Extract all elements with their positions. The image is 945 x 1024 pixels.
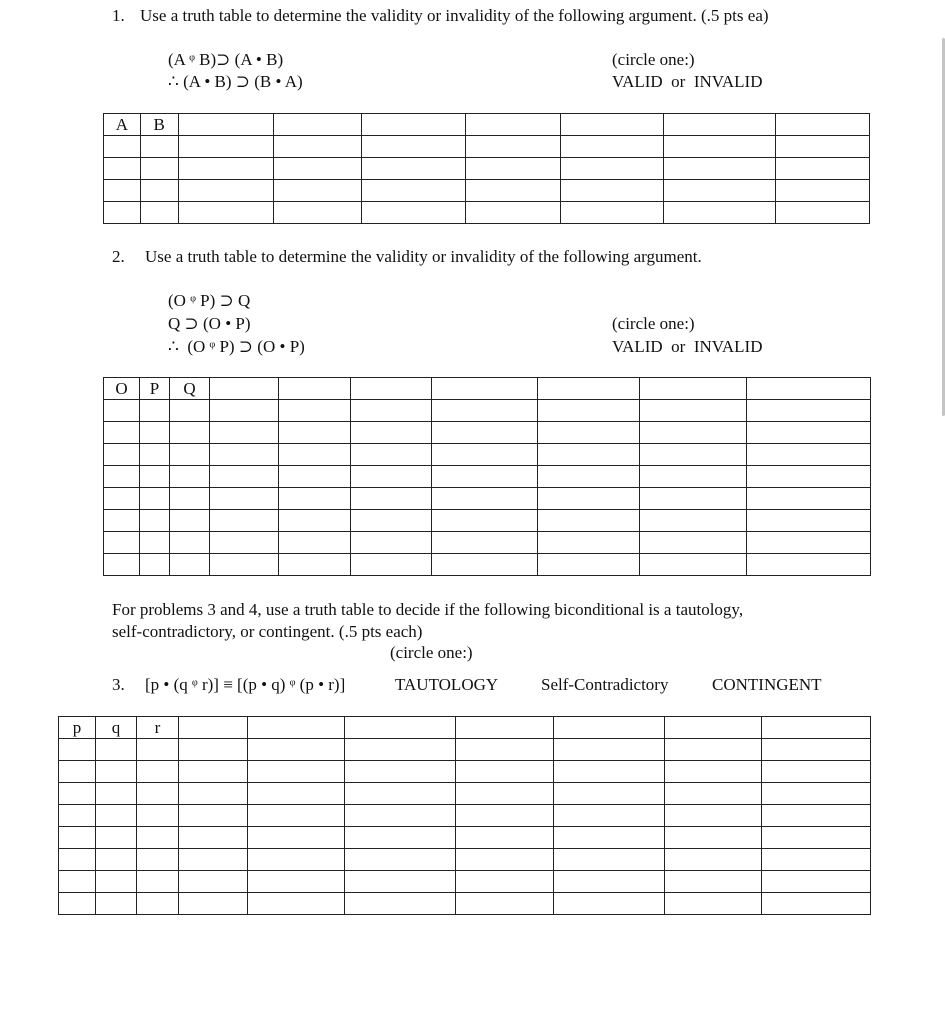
answer-cell[interactable]: [210, 444, 279, 466]
answer-cell[interactable]: [432, 466, 538, 488]
answer-cell[interactable]: [96, 739, 137, 761]
answer-cell[interactable]: [665, 849, 762, 871]
answer-cell[interactable]: [104, 422, 140, 444]
answer-cell[interactable]: [351, 488, 432, 510]
answer-cell[interactable]: [170, 466, 210, 488]
header-cell[interactable]: [775, 114, 869, 136]
answer-cell[interactable]: [104, 510, 140, 532]
answer-cell[interactable]: [561, 136, 664, 158]
answer-cell[interactable]: [179, 783, 248, 805]
instructions-line-2: self-contradictory, or contingent. (.5 pts each): [112, 622, 423, 641]
answer-cell[interactable]: [104, 202, 141, 224]
header-cell: q: [96, 717, 137, 739]
answer-cell[interactable]: [345, 871, 456, 893]
answer-cell[interactable]: [96, 805, 137, 827]
answer-cell[interactable]: [465, 136, 560, 158]
answer-cell[interactable]: [279, 488, 351, 510]
header-cell[interactable]: [362, 114, 465, 136]
problem-1-conclusion: ∴ (A • B) ⊃ (B • A): [168, 72, 303, 91]
answer-cell[interactable]: [362, 202, 465, 224]
answer-cell[interactable]: [554, 761, 665, 783]
answer-cell[interactable]: [279, 400, 351, 422]
answer-cell[interactable]: [762, 893, 871, 915]
problem-2-truth-table: [103, 377, 871, 576]
answer-cell[interactable]: [178, 136, 273, 158]
table-row: [104, 488, 871, 510]
table-row: [59, 893, 871, 915]
answer-cell[interactable]: [104, 400, 140, 422]
answer-cell[interactable]: [554, 893, 665, 915]
answer-cell[interactable]: [279, 532, 351, 554]
answer-cell[interactable]: [248, 871, 345, 893]
answer-cell[interactable]: [351, 422, 432, 444]
answer-cell[interactable]: [210, 532, 279, 554]
answer-cell[interactable]: [465, 202, 560, 224]
header-cell[interactable]: [747, 378, 871, 400]
table-row: [59, 761, 871, 783]
header-cell[interactable]: [640, 378, 747, 400]
answer-cell[interactable]: [279, 466, 351, 488]
answer-cell[interactable]: [538, 422, 640, 444]
header-cell[interactable]: [345, 717, 456, 739]
answer-cell[interactable]: [747, 532, 871, 554]
answer-cell[interactable]: [170, 554, 210, 576]
answer-cell[interactable]: [104, 488, 140, 510]
answer-cell[interactable]: [456, 827, 554, 849]
table-row: [59, 827, 871, 849]
header-cell[interactable]: [561, 114, 664, 136]
answer-cell[interactable]: [747, 444, 871, 466]
problem-3-circle-label: (circle one:): [390, 643, 473, 662]
answer-cell[interactable]: [273, 180, 361, 202]
table-row: [104, 422, 871, 444]
answer-cell[interactable]: [104, 136, 141, 158]
answer-cell[interactable]: [432, 444, 538, 466]
problem-3-expression: [p • (q ᵠ r)] ≡ [(p • q) ᵠ (p • r)]: [145, 675, 346, 694]
problem-1-number: 1.: [112, 6, 125, 25]
answer-cell[interactable]: [664, 136, 775, 158]
answer-cell[interactable]: [210, 510, 279, 532]
answer-cell[interactable]: [140, 466, 170, 488]
table-row: [104, 554, 871, 576]
table-row: [104, 158, 870, 180]
answer-cell[interactable]: [179, 827, 248, 849]
answer-cell[interactable]: [465, 158, 560, 180]
answer-cell[interactable]: [775, 202, 869, 224]
answer-cell[interactable]: [59, 893, 96, 915]
problem-2-premise-2: Q ⊃ (O • P): [168, 314, 251, 333]
answer-cell[interactable]: [179, 805, 248, 827]
answer-cell[interactable]: [640, 510, 747, 532]
table-row: [104, 532, 871, 554]
header-cell: O: [104, 378, 140, 400]
answer-cell[interactable]: [775, 136, 869, 158]
answer-cell[interactable]: [456, 783, 554, 805]
answer-cell[interactable]: [554, 805, 665, 827]
problem-2-circle-label: (circle one:): [612, 314, 695, 333]
answer-cell[interactable]: [538, 444, 640, 466]
answer-cell[interactable]: [762, 871, 871, 893]
problem-1-valid-invalid-choice[interactable]: VALID or INVALID: [612, 72, 763, 91]
answer-cell[interactable]: [96, 871, 137, 893]
answer-cell[interactable]: [96, 893, 137, 915]
answer-cell[interactable]: [538, 400, 640, 422]
header-cell[interactable]: [179, 717, 248, 739]
answer-cell[interactable]: [640, 444, 747, 466]
option-contingent[interactable]: CONTINGENT: [712, 675, 822, 694]
answer-cell[interactable]: [345, 827, 456, 849]
answer-cell[interactable]: [248, 827, 345, 849]
answer-cell[interactable]: [762, 739, 871, 761]
answer-cell[interactable]: [59, 761, 96, 783]
table-row: [104, 444, 871, 466]
table-row: [104, 466, 871, 488]
answer-cell[interactable]: [210, 488, 279, 510]
answer-cell[interactable]: [137, 849, 179, 871]
answer-cell[interactable]: [179, 871, 248, 893]
answer-cell[interactable]: [432, 554, 538, 576]
header-cell[interactable]: [554, 717, 665, 739]
answer-cell[interactable]: [179, 739, 248, 761]
answer-cell[interactable]: [345, 739, 456, 761]
answer-cell[interactable]: [170, 400, 210, 422]
table-row: [59, 739, 871, 761]
answer-cell[interactable]: [775, 158, 869, 180]
answer-cell[interactable]: [178, 202, 273, 224]
answer-cell[interactable]: [538, 532, 640, 554]
problem-1-truth-table: [103, 113, 870, 224]
answer-cell[interactable]: [279, 510, 351, 532]
answer-cell[interactable]: [432, 532, 538, 554]
header-cell[interactable]: [273, 114, 361, 136]
table-header-row: [104, 114, 870, 136]
answer-cell[interactable]: [351, 554, 432, 576]
answer-cell[interactable]: [747, 422, 871, 444]
header-cell[interactable]: [178, 114, 273, 136]
answer-cell[interactable]: [59, 783, 96, 805]
answer-cell[interactable]: [747, 400, 871, 422]
answer-cell[interactable]: [747, 510, 871, 532]
answer-cell[interactable]: [59, 739, 96, 761]
table-header-row: [104, 378, 871, 400]
answer-cell[interactable]: [96, 783, 137, 805]
answer-cell[interactable]: [137, 805, 179, 827]
answer-cell[interactable]: [140, 202, 178, 224]
answer-cell[interactable]: [762, 805, 871, 827]
answer-cell[interactable]: [351, 532, 432, 554]
header-cell: A: [104, 114, 141, 136]
answer-cell[interactable]: [762, 761, 871, 783]
answer-cell[interactable]: [747, 554, 871, 576]
header-cell[interactable]: [762, 717, 871, 739]
answer-cell[interactable]: [432, 422, 538, 444]
answer-cell[interactable]: [640, 532, 747, 554]
table-row: [104, 136, 870, 158]
answer-cell[interactable]: [140, 488, 170, 510]
problem-3-number: 3.: [112, 675, 125, 694]
answer-cell[interactable]: [554, 827, 665, 849]
answer-cell[interactable]: [665, 893, 762, 915]
header-cell[interactable]: [279, 378, 351, 400]
answer-cell[interactable]: [456, 739, 554, 761]
answer-cell[interactable]: [170, 444, 210, 466]
answer-cell[interactable]: [137, 893, 179, 915]
answer-cell[interactable]: [456, 893, 554, 915]
answer-cell[interactable]: [351, 444, 432, 466]
answer-cell[interactable]: [137, 739, 179, 761]
answer-cell[interactable]: [170, 488, 210, 510]
answer-cell[interactable]: [362, 158, 465, 180]
answer-cell[interactable]: [178, 158, 273, 180]
answer-cell[interactable]: [664, 180, 775, 202]
problem-2-prompt: Use a truth table to determine the validity or invalidity of the following argument.: [145, 247, 702, 266]
header-cell: r: [137, 717, 179, 739]
answer-cell[interactable]: [362, 180, 465, 202]
answer-cell[interactable]: [456, 761, 554, 783]
answer-cell[interactable]: [665, 827, 762, 849]
answer-cell[interactable]: [351, 510, 432, 532]
answer-cell[interactable]: [248, 761, 345, 783]
answer-cell[interactable]: [432, 510, 538, 532]
table-row: [59, 871, 871, 893]
answer-cell[interactable]: [248, 893, 345, 915]
answer-cell[interactable]: [59, 849, 96, 871]
header-cell[interactable]: [664, 114, 775, 136]
answer-cell[interactable]: [664, 158, 775, 180]
table-row: [104, 400, 871, 422]
table-row: [104, 202, 870, 224]
answer-cell[interactable]: [345, 849, 456, 871]
problem-2-premise-1: (O ᵠ P) ⊃ Q: [168, 291, 251, 310]
answer-cell[interactable]: [538, 466, 640, 488]
answer-cell[interactable]: [345, 761, 456, 783]
answer-cell[interactable]: [554, 849, 665, 871]
answer-cell[interactable]: [248, 783, 345, 805]
option-tautology[interactable]: TAUTOLOGY: [395, 675, 499, 694]
header-cell: p: [59, 717, 96, 739]
answer-cell[interactable]: [665, 761, 762, 783]
answer-cell[interactable]: [279, 554, 351, 576]
answer-cell[interactable]: [432, 488, 538, 510]
answer-cell[interactable]: [762, 849, 871, 871]
problem-1-premise: (A ᵠ B)⊃ (A • B): [168, 50, 284, 69]
answer-cell[interactable]: [170, 422, 210, 444]
answer-cell[interactable]: [279, 444, 351, 466]
answer-cell[interactable]: [59, 827, 96, 849]
answer-cell[interactable]: [665, 739, 762, 761]
answer-cell[interactable]: [640, 466, 747, 488]
answer-cell[interactable]: [104, 158, 141, 180]
answer-cell[interactable]: [351, 466, 432, 488]
answer-cell[interactable]: [210, 554, 279, 576]
header-cell[interactable]: [351, 378, 432, 400]
answer-cell[interactable]: [248, 805, 345, 827]
header-cell[interactable]: [465, 114, 560, 136]
answer-cell[interactable]: [279, 422, 351, 444]
table-row: [59, 849, 871, 871]
table-row: [104, 510, 871, 532]
answer-cell[interactable]: [140, 422, 170, 444]
answer-cell[interactable]: [104, 444, 140, 466]
answer-cell[interactable]: [179, 761, 248, 783]
table-row: [104, 180, 870, 202]
instructions-line-1: For problems 3 and 4, use a truth table to decide if the following biconditional is a tautology,: [112, 600, 744, 619]
answer-cell[interactable]: [137, 761, 179, 783]
answer-cell[interactable]: [140, 554, 170, 576]
answer-cell[interactable]: [640, 422, 747, 444]
answer-cell[interactable]: [59, 871, 96, 893]
answer-cell[interactable]: [96, 849, 137, 871]
answer-cell[interactable]: [362, 136, 465, 158]
answer-cell[interactable]: [248, 849, 345, 871]
answer-cell[interactable]: [140, 510, 170, 532]
answer-cell[interactable]: [179, 849, 248, 871]
answer-cell[interactable]: [538, 510, 640, 532]
answer-cell[interactable]: [456, 805, 554, 827]
answer-cell[interactable]: [210, 422, 279, 444]
header-cell: P: [140, 378, 170, 400]
answer-cell[interactable]: [747, 488, 871, 510]
table-header-row: [59, 717, 871, 739]
answer-cell[interactable]: [140, 400, 170, 422]
header-cell[interactable]: [538, 378, 640, 400]
answer-cell[interactable]: [456, 871, 554, 893]
problem-1-prompt: Use a truth table to determine the validity or invalidity of the following argument. (.5 pts ea): [140, 6, 769, 25]
answer-cell[interactable]: [554, 739, 665, 761]
table-row: [59, 783, 871, 805]
answer-cell[interactable]: [104, 532, 140, 554]
problem-1-circle-label: (circle one:): [612, 50, 695, 69]
answer-cell[interactable]: [210, 400, 279, 422]
answer-cell[interactable]: [170, 510, 210, 532]
header-cell[interactable]: [456, 717, 554, 739]
answer-cell[interactable]: [179, 893, 248, 915]
answer-cell[interactable]: [538, 488, 640, 510]
header-cell[interactable]: [248, 717, 345, 739]
header-cell: Q: [170, 378, 210, 400]
answer-cell[interactable]: [59, 805, 96, 827]
answer-cell[interactable]: [640, 554, 747, 576]
answer-cell[interactable]: [561, 180, 664, 202]
answer-cell[interactable]: [273, 158, 361, 180]
answer-cell[interactable]: [747, 466, 871, 488]
answer-cell[interactable]: [137, 871, 179, 893]
answer-cell[interactable]: [762, 783, 871, 805]
answer-cell[interactable]: [104, 554, 140, 576]
answer-cell[interactable]: [664, 202, 775, 224]
answer-cell[interactable]: [554, 783, 665, 805]
problem-2-number: 2.: [112, 247, 125, 266]
table-row: [59, 805, 871, 827]
answer-cell[interactable]: [456, 849, 554, 871]
answer-cell[interactable]: [104, 466, 140, 488]
answer-cell[interactable]: [140, 444, 170, 466]
answer-cell[interactable]: [561, 158, 664, 180]
answer-cell[interactable]: [351, 400, 432, 422]
answer-cell[interactable]: [554, 871, 665, 893]
answer-cell[interactable]: [210, 466, 279, 488]
header-cell[interactable]: [665, 717, 762, 739]
answer-cell[interactable]: [762, 827, 871, 849]
answer-cell[interactable]: [104, 180, 141, 202]
answer-cell[interactable]: [561, 202, 664, 224]
answer-cell[interactable]: [432, 400, 538, 422]
answer-cell[interactable]: [170, 532, 210, 554]
header-cell[interactable]: [210, 378, 279, 400]
answer-cell[interactable]: [538, 554, 640, 576]
answer-cell[interactable]: [96, 761, 137, 783]
answer-cell[interactable]: [665, 871, 762, 893]
option-self-contradictory[interactable]: Self-Contradictory: [541, 675, 669, 694]
answer-cell[interactable]: [140, 158, 178, 180]
answer-cell[interactable]: [665, 783, 762, 805]
answer-cell[interactable]: [248, 739, 345, 761]
answer-cell[interactable]: [775, 180, 869, 202]
answer-cell[interactable]: [665, 805, 762, 827]
answer-cell[interactable]: [137, 783, 179, 805]
answer-cell[interactable]: [140, 180, 178, 202]
problem-2-conclusion: ∴ (O ᵠ P) ⊃ (O • P): [168, 337, 305, 356]
answer-cell[interactable]: [465, 180, 560, 202]
answer-cell[interactable]: [345, 893, 456, 915]
answer-cell[interactable]: [640, 488, 747, 510]
answer-cell[interactable]: [345, 783, 456, 805]
answer-cell[interactable]: [178, 180, 273, 202]
answer-cell[interactable]: [96, 827, 137, 849]
answer-cell[interactable]: [273, 202, 361, 224]
answer-cell[interactable]: [345, 805, 456, 827]
header-cell[interactable]: [432, 378, 538, 400]
header-cell: B: [140, 114, 178, 136]
answer-cell[interactable]: [140, 532, 170, 554]
answer-cell[interactable]: [140, 136, 178, 158]
problem-3-truth-table: [58, 716, 871, 915]
answer-cell[interactable]: [137, 827, 179, 849]
answer-cell[interactable]: [273, 136, 361, 158]
answer-cell[interactable]: [640, 400, 747, 422]
problem-2-valid-invalid-choice[interactable]: VALID or INVALID: [612, 337, 763, 356]
